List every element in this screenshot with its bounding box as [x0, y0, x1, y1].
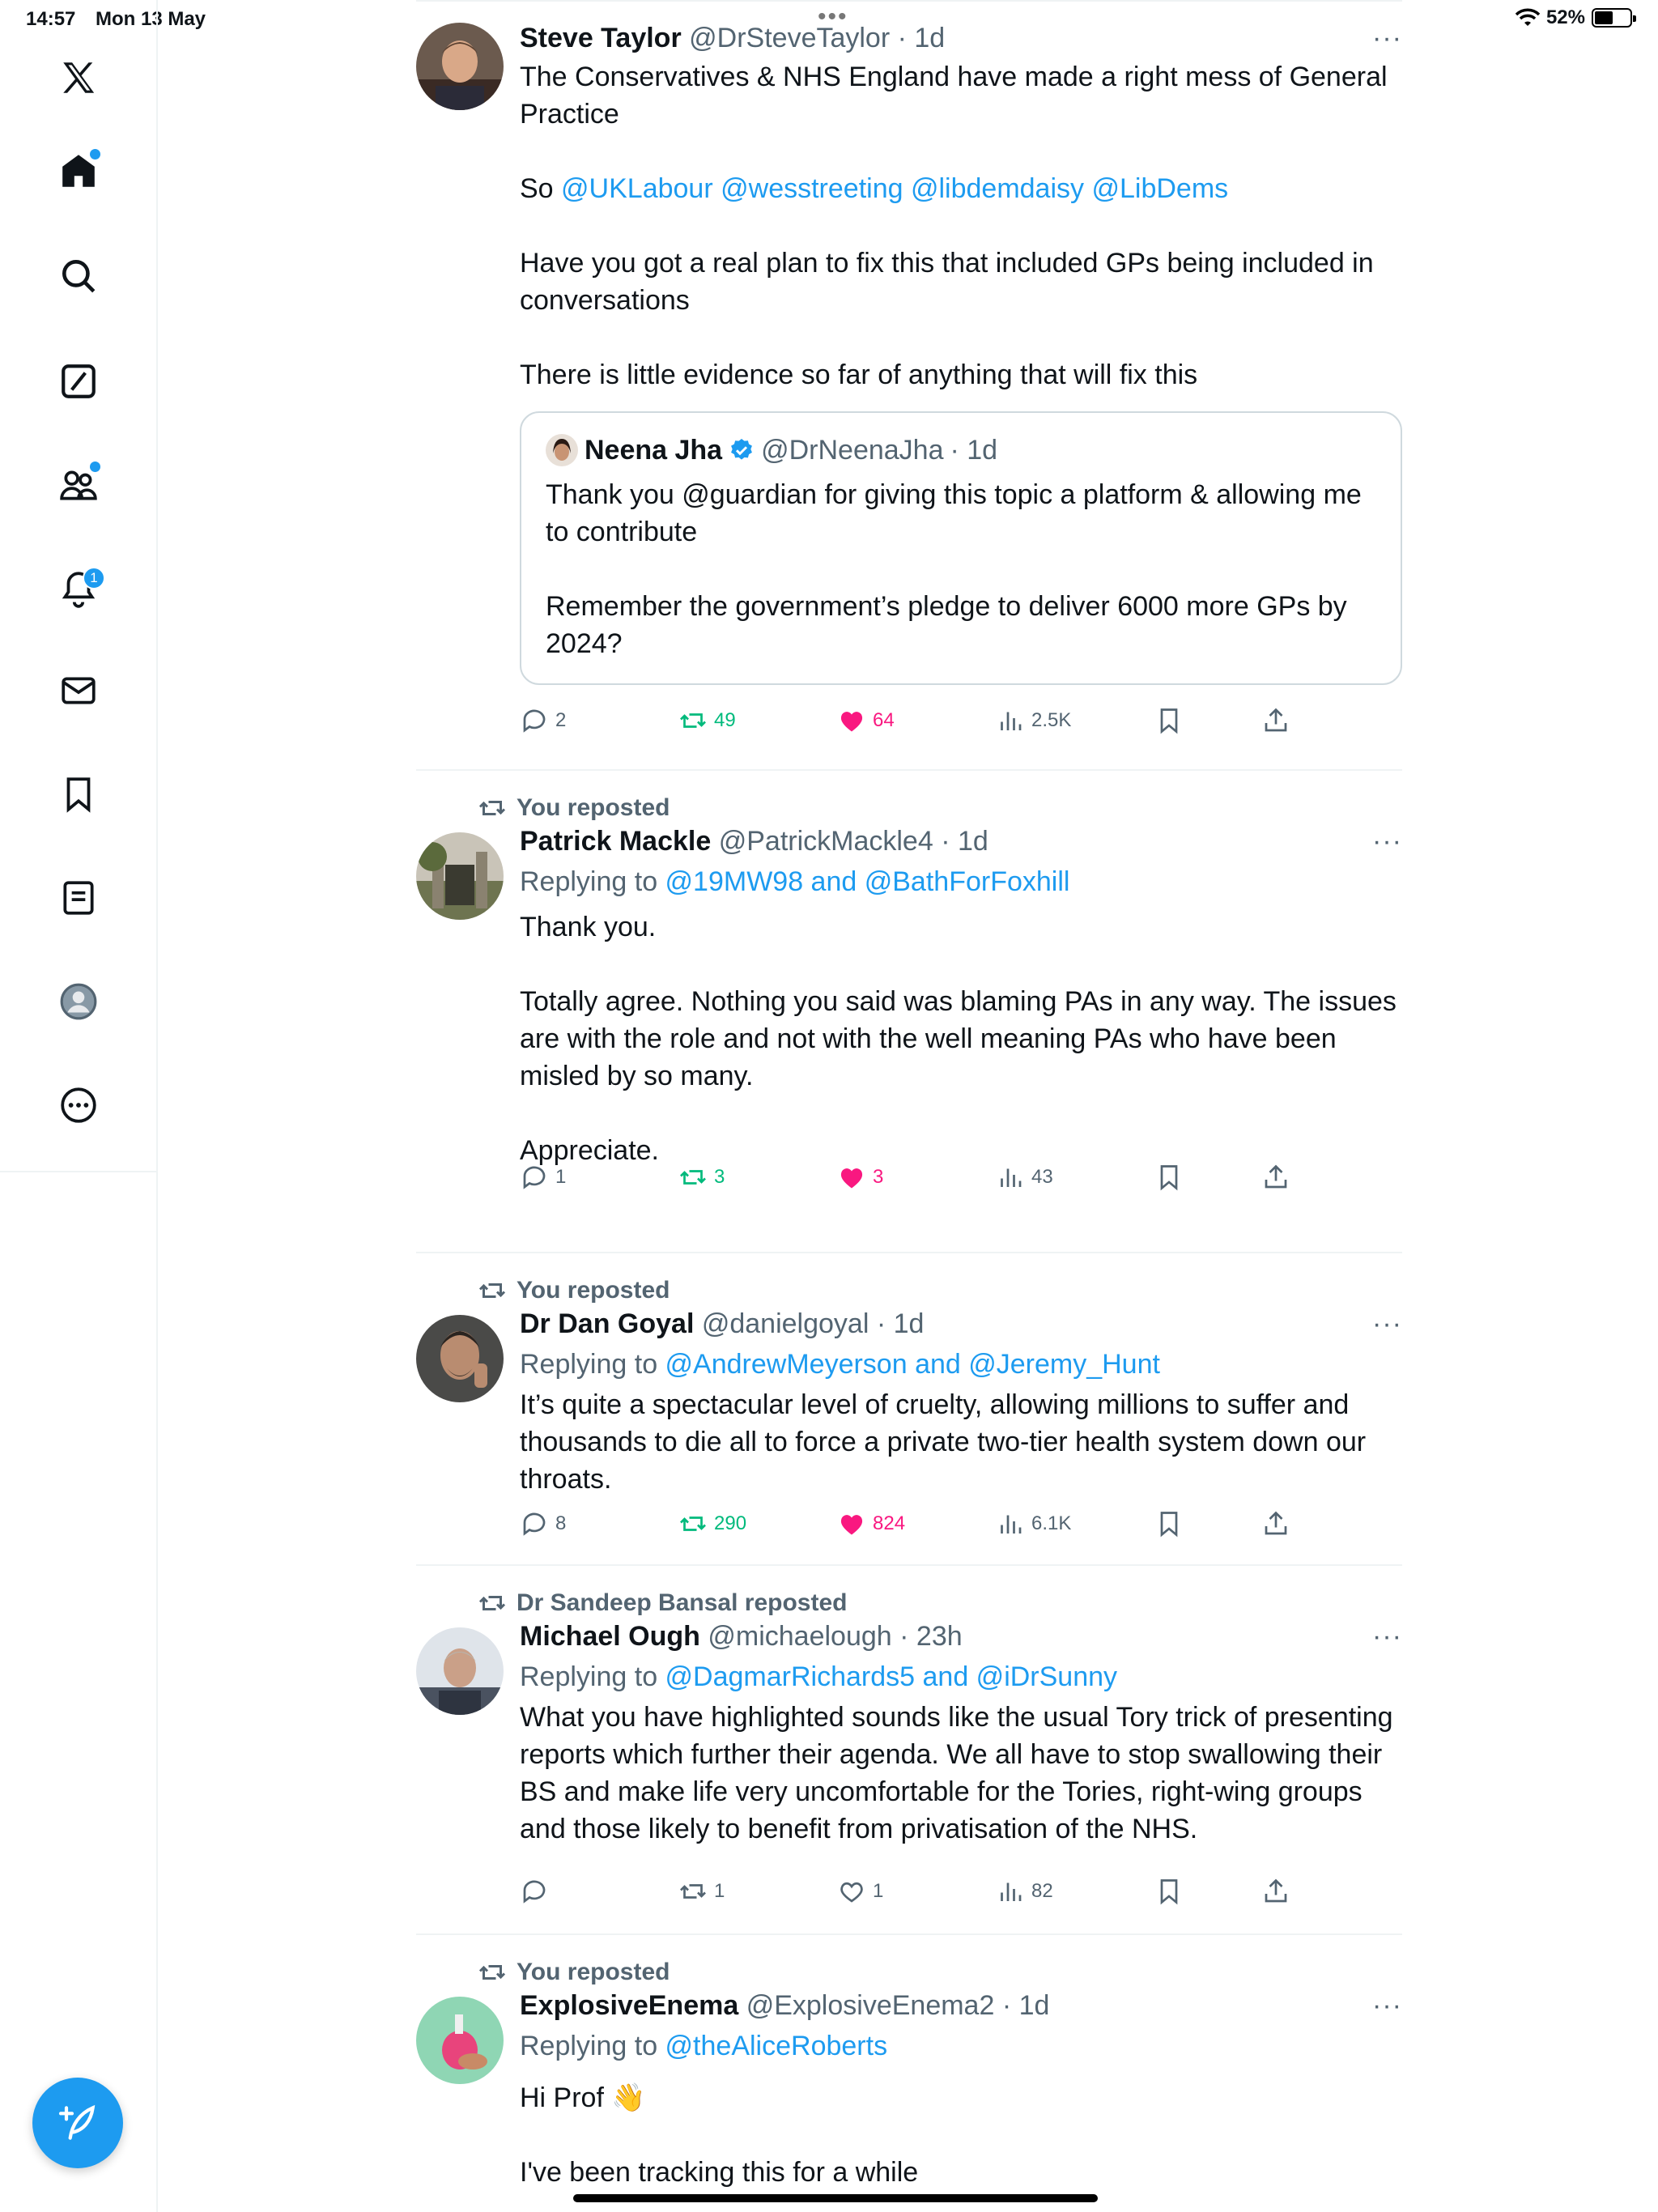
tweet-text-line: I've been tracking this for a while [520, 2157, 919, 2188]
repost-icon [478, 1276, 507, 1305]
like-count: 824 [873, 1512, 906, 1534]
tweet-text-line: Hi Prof 👋 [520, 2082, 646, 2113]
repost-label: You reposted [517, 1277, 670, 1304]
reply-icon [520, 706, 549, 735]
tweet-header [520, 1308, 924, 1340]
analytics-icon [996, 1163, 1025, 1192]
multitasking-dots[interactable]: ••• [818, 3, 848, 30]
views-button[interactable] [996, 1877, 1053, 1906]
repost-label: Dr Sandeep Bansal reposted [517, 1589, 848, 1616]
home-icon[interactable] [52, 144, 105, 198]
action-bar [520, 1163, 1329, 1198]
author-name[interactable]: Dr Dan Goyal [520, 1308, 695, 1339]
avatar[interactable] [416, 832, 504, 920]
more-options-icon[interactable]: ··· [1372, 1621, 1402, 1652]
post-time[interactable]: · 23h [899, 1621, 963, 1652]
like-count: 1 [873, 1880, 884, 1902]
tweet-text-line: What you have highlighted sounds like the usual Tory trick of presenting reports which further their agenda. We all have to stop swallowing their BS and make life very uncomfortable for the Tories, right-wing groups and those likely to benefit from privatisation of the NHS. [520, 1702, 1393, 1844]
share-icon [1261, 706, 1290, 735]
bookmark-button[interactable] [1154, 1163, 1184, 1192]
tweet-text [520, 908, 1402, 1169]
bookmarks-icon[interactable] [52, 768, 105, 821]
views-button[interactable] [996, 1509, 1071, 1538]
tweet-text-line: Totally agree. Nothing you said was blaming PAs in any way. The issues are with the role and not with the well meaning PAs who have been misled by so many. [520, 986, 1397, 1091]
author-name[interactable]: Patrick Mackle [520, 826, 712, 857]
author-handle[interactable]: @ExplosiveEnema2 [746, 1990, 995, 2021]
author-name[interactable]: ExplosiveEnema [520, 1990, 739, 2021]
post-time[interactable]: · 1d [941, 826, 988, 857]
quote-author-name[interactable]: Neena Jha [585, 434, 723, 466]
author-handle[interactable]: @PatrickMackle4 [718, 826, 933, 857]
bookmark-button[interactable] [1154, 1509, 1184, 1538]
search-icon[interactable] [52, 249, 105, 303]
quote-text-line: Remember the government’s pledge to deliver 6000 more GPs by 2024? [546, 591, 1347, 659]
tweet-text [520, 1386, 1402, 1498]
tweet-text [520, 1699, 1402, 1848]
tweet-text-line: Appreciate. [520, 1135, 659, 1166]
tweet-text-line: It’s quite a spectacular level of cruelty, allowing millions to suffer and thousands to die all to force a private two-tier health system down our throats. [520, 1389, 1367, 1495]
repost-icon [678, 706, 708, 735]
profile-icon[interactable] [52, 975, 105, 1028]
repost-label: You reposted [517, 794, 670, 821]
reply-button[interactable] [520, 1877, 555, 1906]
share-icon [1261, 1509, 1290, 1538]
replying-to [520, 1661, 1117, 1693]
views-button[interactable] [996, 1163, 1053, 1192]
x-logo-icon[interactable] [52, 52, 105, 105]
repost-count: 290 [714, 1512, 747, 1534]
avatar[interactable] [416, 1627, 504, 1715]
repost-count: 3 [714, 1166, 725, 1188]
tweet-text-line: The Conservatives & NHS England have made a right mess of General Practice [520, 62, 1388, 130]
quote-header [546, 434, 1376, 466]
communities-icon[interactable] [52, 458, 105, 512]
replying-prefix: Replying to [520, 1349, 665, 1380]
view-count: 82 [1031, 1880, 1053, 1902]
tweet-header [520, 826, 988, 857]
reply-button[interactable] [520, 1163, 566, 1192]
tweet-text-line: There is little evidence so far of anything that will fix this [520, 359, 1198, 390]
reply-icon [520, 1509, 549, 1538]
replying-prefix: Replying to [520, 1661, 665, 1692]
replying-to [520, 866, 1069, 898]
repost-icon [478, 793, 507, 823]
home-indicator[interactable] [573, 2194, 1098, 2202]
compose-post-button[interactable] [32, 2078, 123, 2168]
reply-count: 1 [555, 1166, 567, 1188]
tweet-text [520, 2079, 1402, 2191]
share-button[interactable] [1261, 1509, 1290, 1538]
replying-to-link[interactable]: @theAliceRoberts [665, 2031, 888, 2061]
bookmark-icon [1154, 706, 1184, 735]
tweet-header [520, 1990, 1049, 2022]
view-count: 43 [1031, 1166, 1053, 1188]
like-button[interactable] [837, 1163, 883, 1192]
communities-unread-dot [90, 462, 100, 472]
heart-filled-icon [837, 1509, 866, 1538]
reply-count: 8 [555, 1512, 567, 1534]
wifi-icon [1516, 8, 1540, 28]
tweet-text-line: Thank you. [520, 912, 657, 942]
repost-icon [478, 1589, 507, 1618]
heart-filled-icon [837, 1163, 866, 1192]
more-options-icon[interactable]: ··· [1372, 1308, 1402, 1339]
more-options-icon[interactable]: ··· [1372, 826, 1402, 857]
replying-to-link[interactable]: @19MW98 and @BathForFoxhill [665, 866, 1070, 897]
lists-icon[interactable] [52, 871, 105, 925]
quote-text [546, 476, 1376, 662]
share-button[interactable] [1261, 706, 1290, 735]
reply-button[interactable] [520, 706, 566, 735]
repost-icon [678, 1877, 708, 1906]
feather-plus-icon [55, 2100, 100, 2146]
repost-icon [478, 1958, 507, 1987]
quote-text-line: Thank you @guardian for giving this topic a platform & allowing me to contribute [546, 479, 1362, 547]
repost-context [478, 1958, 670, 1987]
action-bar [520, 1877, 1329, 1912]
tweet-text-line: Have you got a real plan to fix this that included GPs being included in conversations [520, 248, 1374, 316]
share-icon [1261, 1163, 1290, 1192]
action-bar [520, 1509, 1329, 1545]
status-date: Mon 13 May [96, 8, 206, 30]
quote-author-handle[interactable]: @DrNeenaJha [761, 434, 944, 466]
post-time[interactable]: · 1d [897, 23, 946, 53]
mention-link[interactable]: @UKLabour [561, 173, 713, 204]
notification-badge: 1 [83, 567, 105, 589]
repost-count: 49 [714, 709, 736, 731]
repost-button[interactable] [678, 1163, 725, 1192]
mention-link[interactable]: @LibDems [1091, 173, 1229, 204]
analytics-icon [996, 1877, 1025, 1906]
share-icon [1261, 1877, 1290, 1906]
like-button[interactable] [837, 1877, 883, 1906]
author-name[interactable]: Michael Ough [520, 1621, 700, 1652]
quoted-tweet[interactable] [520, 411, 1402, 685]
quote-time: · 1d [950, 434, 998, 466]
replying-to-link[interactable]: @DagmarRichards5 and @iDrSunny [665, 1661, 1118, 1692]
messages-icon[interactable] [52, 664, 105, 717]
sidebar [0, 0, 158, 2212]
repost-count: 1 [714, 1880, 725, 1902]
bookmark-button[interactable] [1154, 706, 1184, 735]
bookmark-icon [1154, 1877, 1184, 1906]
avatar[interactable] [416, 1315, 504, 1402]
analytics-icon [996, 706, 1025, 735]
tweet-text-mentions [520, 170, 1402, 207]
repost-context [478, 1589, 847, 1618]
repost-context [478, 1276, 670, 1305]
tweet-text [520, 58, 1402, 393]
status-indicators [1516, 6, 1632, 29]
view-count: 2.5K [1031, 709, 1072, 731]
replying-to [520, 2031, 887, 2062]
battery-icon [1592, 8, 1632, 28]
verified-badge-icon [729, 437, 755, 463]
replying-to [520, 1349, 1160, 1380]
battery-percent: 52% [1545, 6, 1585, 28]
replying-to-link[interactable]: @AndrewMeyerson and @Jeremy_Hunt [665, 1349, 1160, 1380]
repost-icon [678, 1163, 708, 1192]
author-name[interactable]: Steve Taylor [520, 23, 682, 53]
avatar[interactable] [416, 23, 504, 110]
like-count: 3 [873, 1166, 884, 1188]
post-time[interactable]: · 1d [1001, 1990, 1050, 2021]
heart-outline-icon [837, 1877, 866, 1906]
repost-button[interactable] [678, 1509, 746, 1538]
repost-button[interactable] [678, 706, 736, 735]
like-count: 64 [873, 709, 895, 731]
home-unread-dot [90, 149, 100, 160]
mention-link[interactable]: @wesstreeting [721, 173, 903, 204]
views-button[interactable] [996, 706, 1071, 735]
status-time: 14:57 [26, 8, 76, 30]
like-button[interactable] [837, 1509, 905, 1538]
share-button[interactable] [1261, 1163, 1290, 1192]
share-button[interactable] [1261, 1877, 1290, 1906]
repost-context [478, 793, 670, 823]
bookmark-icon [1154, 1509, 1184, 1538]
text-prefix: So [520, 173, 562, 204]
post-time[interactable]: · 1d [876, 1308, 925, 1339]
more-options-icon[interactable]: ··· [1372, 1990, 1402, 2021]
repost-icon [678, 1509, 708, 1538]
reply-button[interactable] [520, 1509, 566, 1538]
bookmark-button[interactable] [1154, 1877, 1184, 1906]
mention-link[interactable]: @libdemdaisy [910, 173, 1085, 204]
more-icon[interactable] [52, 1078, 105, 1132]
notifications-icon[interactable] [52, 562, 105, 615]
avatar[interactable] [416, 1997, 504, 2084]
reply-count: 2 [555, 709, 567, 731]
repost-button[interactable] [678, 1877, 725, 1906]
reply-icon [520, 1163, 549, 1192]
reply-icon [520, 1877, 549, 1906]
more-options-icon[interactable]: ··· [1372, 23, 1402, 53]
quote-avatar[interactable] [546, 434, 578, 466]
tweet-header [520, 23, 945, 54]
repost-label: You reposted [517, 1959, 670, 1985]
like-button[interactable] [837, 706, 895, 735]
analytics-icon [996, 1509, 1025, 1538]
grok-icon[interactable] [52, 355, 105, 408]
action-bar [520, 706, 1329, 742]
bookmark-icon [1154, 1163, 1184, 1192]
author-handle[interactable]: @danielgoyal [701, 1308, 869, 1339]
replying-prefix: Replying to [520, 866, 665, 897]
author-handle[interactable]: @DrSteveTaylor [689, 23, 891, 53]
view-count: 6.1K [1031, 1512, 1072, 1534]
author-handle[interactable]: @michaelough [708, 1621, 892, 1652]
tweet-header [520, 1621, 963, 1653]
replying-prefix: Replying to [520, 2031, 665, 2061]
heart-filled-icon [837, 706, 866, 735]
